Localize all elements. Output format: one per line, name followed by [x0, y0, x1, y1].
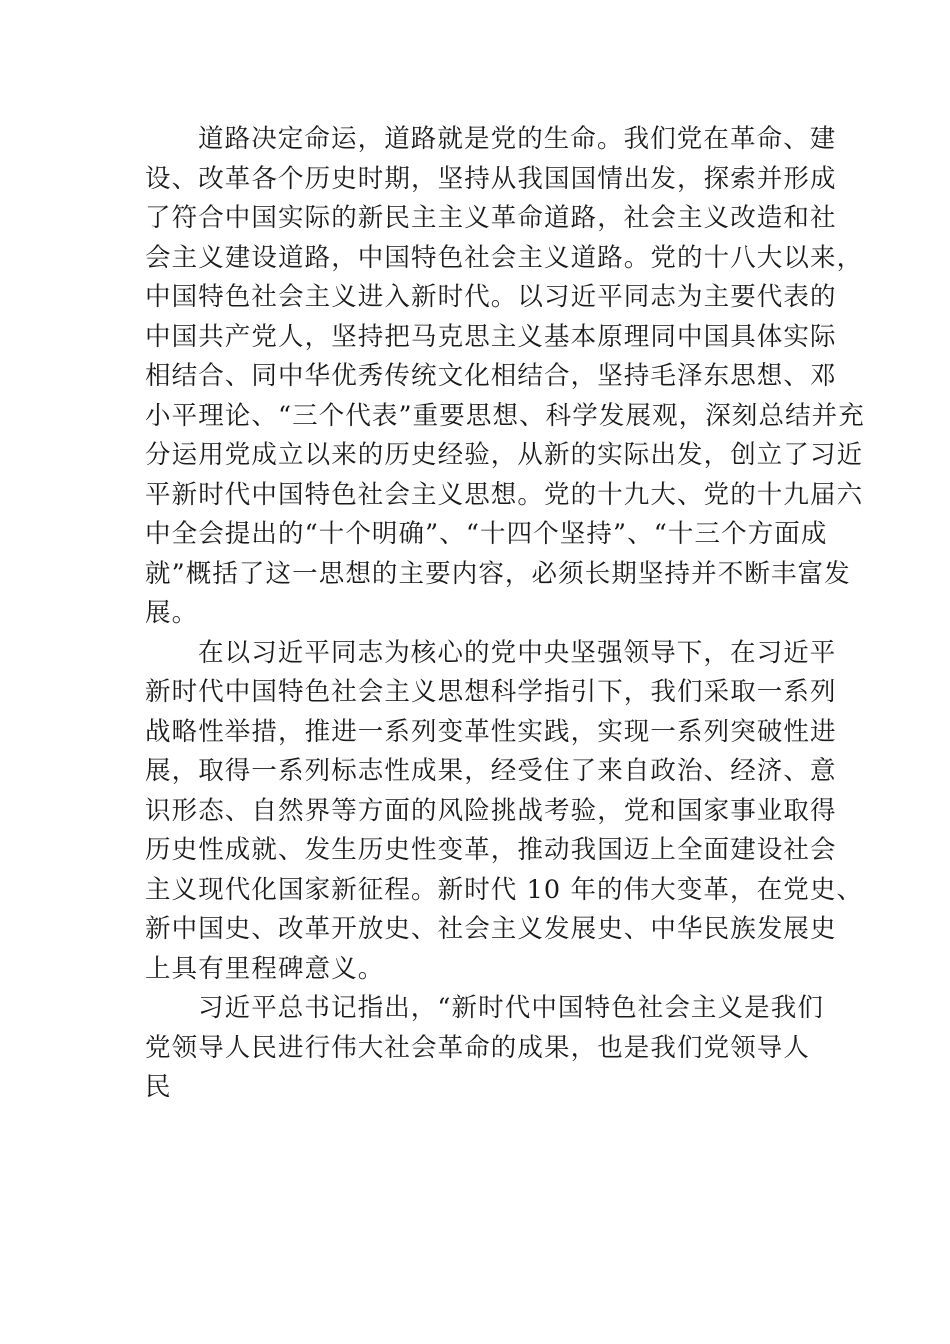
text-line: 中全会提出的“十个明确”、“十四个坚持”、“十三个方面成	[145, 519, 828, 549]
text-line: 新时代中国特色社会主义思想科学指引下，我们采取一系列	[145, 677, 837, 707]
text-line: 在以习近平同志为核心的党中央坚强领导下，在习近平	[198, 637, 837, 668]
text-line: 展，取得一系列标志性成果，经受住了来自政治、经济、意	[145, 756, 837, 786]
text-line: 相结合、同中华优秀传统文化相结合，坚持毛泽东思想、邓	[145, 361, 837, 391]
text-line: 新中国史、改革开放史、社会主义发展史、中华民族发展史	[145, 914, 837, 944]
text-line: 了符合中国实际的新民主主义革命道路，社会主义改造和社	[145, 203, 837, 233]
text-line: 战略性举措，推进一系列变革性实践，实现一系列突破性进	[145, 716, 837, 747]
text-line: 党领导人民进行伟大社会革命的成果，也是我们党领导人	[145, 1032, 811, 1063]
text-line: 主义现代化国家新征程。新时代 10 年的伟大变革，在党史、	[145, 874, 864, 905]
text-line: 就”概括了这一思想的主要内容，必须长期坚持并不断丰富发	[145, 558, 851, 589]
text-line: 习近平总书记指出，“新时代中国特色社会主义是我们	[198, 993, 824, 1023]
text-line: 民	[145, 1072, 172, 1102]
text-line: 识形态、自然界等方面的风险挑战考验，党和国家事业取得	[145, 795, 837, 826]
text-line: 历史性成就、发生历史性变革，推动我国迈上全面建设社会	[145, 835, 837, 865]
text-line: 分运用党成立以来的历史经验，从新的实际出发，创立了习近	[145, 440, 864, 470]
paragraph-3	[145, 989, 825, 1108]
text-line: 道路决定命运，道路就是党的生命。我们党在革命、建	[198, 124, 837, 154]
text-line: 设、改革各个历史时期，坚持从我国国情出发，探索并形成	[145, 163, 837, 194]
text-line: 平新时代中国特色社会主义思想。党的十九大、党的十九届六	[145, 479, 864, 510]
paragraph-1	[145, 120, 865, 634]
text-line: 中国共产党人，坚持把马克思主义基本原理同中国具体实际	[145, 321, 837, 352]
document-body	[145, 120, 865, 1108]
text-line: 会主义建设道路，中国特色社会主义道路。党的十八大以来，	[145, 242, 864, 273]
text-line: 展。	[145, 598, 199, 628]
text-line: 小平理论、“三个代表”重要思想、科学发展观，深刻总结并充	[145, 400, 865, 431]
text-line: 上具有里程碑意义。	[145, 953, 385, 984]
paragraph-2	[145, 634, 864, 990]
text-line: 中国特色社会主义进入新时代。以习近平同志为主要代表的	[145, 282, 837, 312]
